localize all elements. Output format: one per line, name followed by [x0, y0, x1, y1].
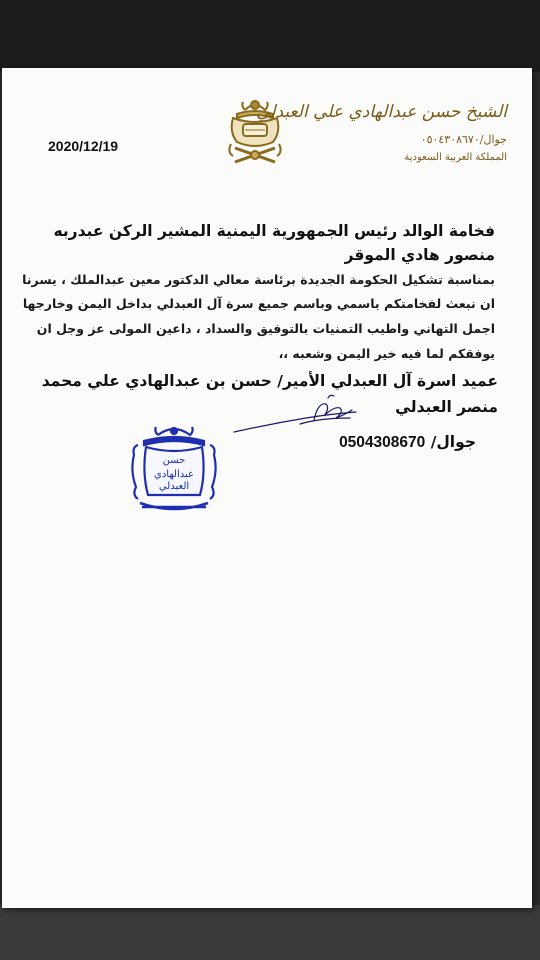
phone-label: جوال/ [430, 433, 476, 451]
addressee-line-1: فخامة الوالد رئيس الجمهورية اليمنية المشير الركن عبدربه [53, 222, 495, 240]
contact-phone [30, 433, 476, 452]
body-line-1: بمناسبة تشكيل الحكومة الجديدة برئاسة معالي الدكتور معين عبدالملك ، يسرنا [22, 272, 495, 287]
body-line-4: يوفقكم لما فيه خير اليمن وشعبه ،، [278, 346, 495, 361]
letterhead-phone: جوال/٠٥٠٤٣٠٨٦٧٠ [420, 133, 507, 146]
letterhead-name: الشيخ حسن عبدالهادي علي العبدلي [256, 102, 507, 122]
handwritten-signature-icon [230, 388, 360, 436]
letter-page [2, 68, 532, 908]
stamp-text-1: حسن [162, 455, 186, 466]
signatory-line-2: منصر العبدلي [395, 398, 498, 416]
blue-seal-stamp-icon [128, 425, 220, 513]
stamp-text-3: العبدلي [158, 481, 190, 492]
phone-number: 0504308670 [339, 434, 426, 451]
background-bottom [0, 905, 540, 960]
body-line-3: اجمل التهاني واطيب التمنيات بالتوفيق والسداد ، داعين المولى عز وجل ان [36, 321, 495, 336]
body-line-2: ان نبعث لفخامتكم باسمي وباسم جميع سرة آل العبدلي بداخل اليمن وخارجها [22, 296, 495, 311]
addressee-line-2: منصور هادي الموقر [344, 246, 495, 264]
stamp-text-2: عبدالهادي [154, 469, 194, 480]
signatory-line-1: عميد اسرة آل العبدلي الأمير/ حسن بن عبدالهادي علي محمد [41, 372, 498, 390]
letter-date: 2020/12/19 [48, 138, 119, 154]
letterhead-country: المملكة العربية السعودية [404, 152, 507, 163]
background-top [0, 0, 540, 72]
